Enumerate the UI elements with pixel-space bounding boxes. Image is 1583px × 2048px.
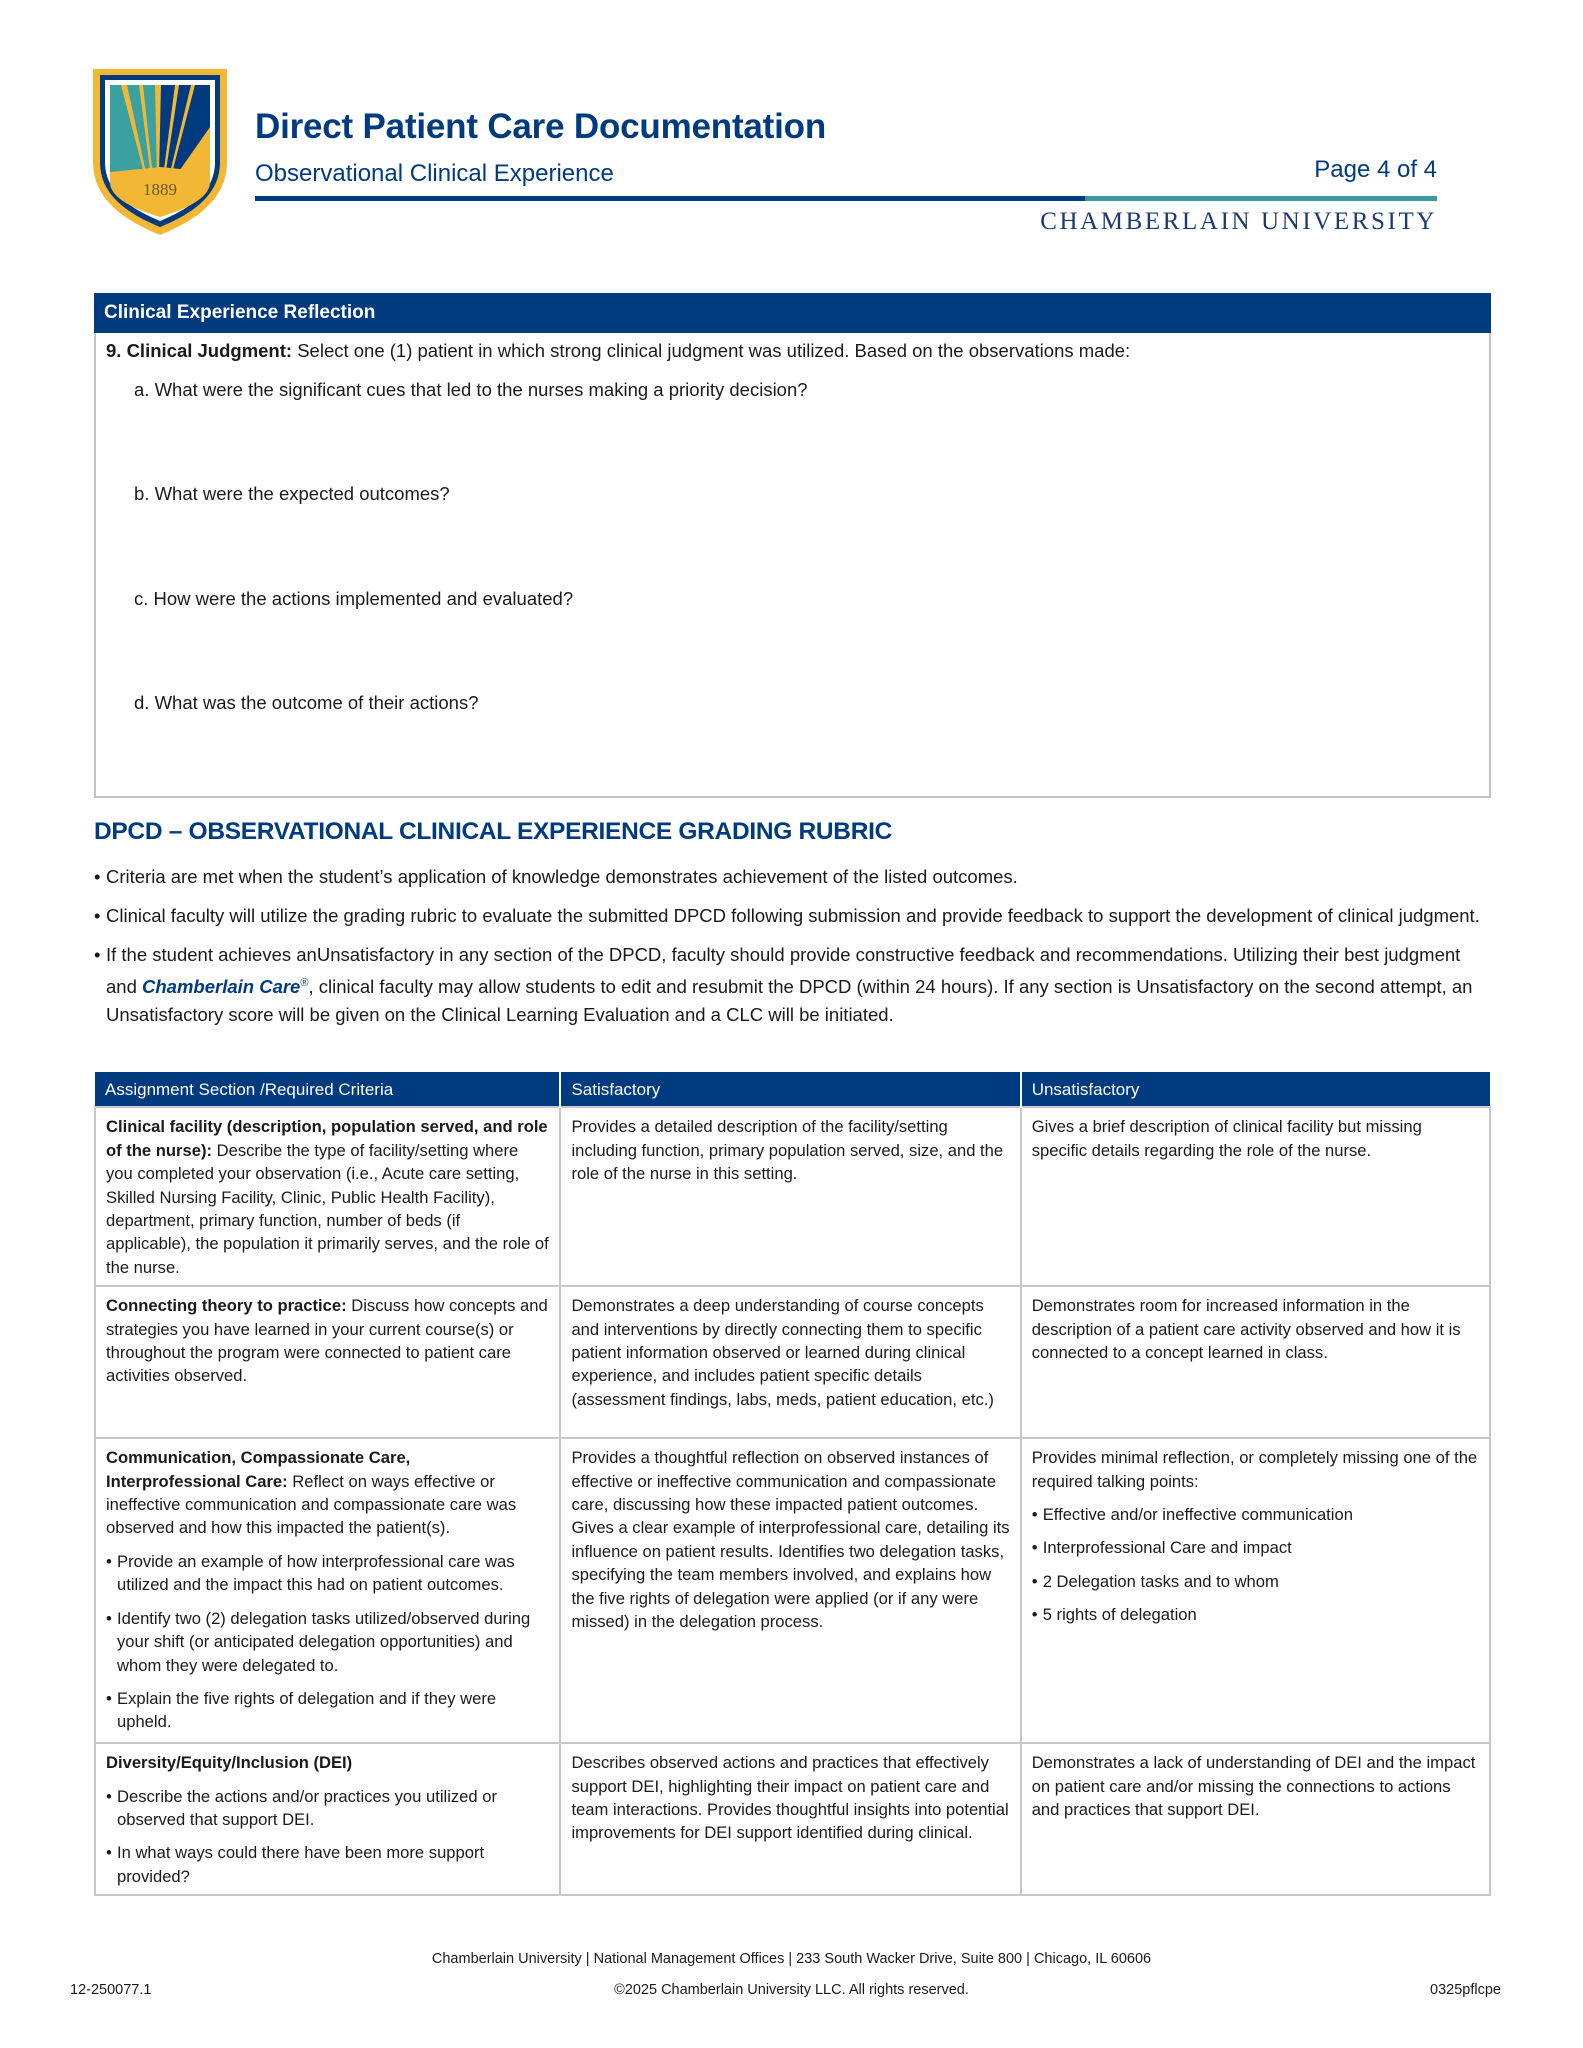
- satisfactory-cell: Provides a thoughtful reflection on observed instances of effective or ineffective communication and compassionate care, discussing how these impacted patient outcomes. Gives a clear example of interprofessional care, detailing its influence on patient results. Identifies two delegation tasks, specifying the team members involved, and explains how the five rights of delegation were applied (or if any were missed) in the delegation process.: [560, 1438, 1020, 1743]
- instruction-bullet: • Criteria are met when the student’s application of knowledge demonstrates achievement of the listed outcomes.: [94, 863, 1494, 891]
- logo-year: 1889: [143, 180, 177, 199]
- column-header-criteria: Assignment Section /Required Criteria: [95, 1072, 560, 1107]
- table-row: [95, 1286, 1490, 1438]
- table-row: [95, 1743, 1490, 1895]
- unsatisfactory-cell: Gives a brief description of clinical facility but missing specific details regarding the role of the nurse.: [1021, 1107, 1490, 1286]
- university-wordmark: CHAMBERLAIN UNIVERSITY: [1040, 208, 1437, 235]
- sub-question-b: b. What were the expected outcomes?: [134, 483, 450, 504]
- page-number: Page 4 of 4: [1314, 156, 1437, 183]
- clinical-reflection-section: [94, 293, 1491, 798]
- chamberlain-shield-icon: [91, 67, 229, 237]
- criteria-text: Reflect on ways effective or ineffective communication and compassionate care was observed and how this impacted the patient(s).: [106, 1471, 517, 1538]
- column-header-unsatisfactory: Unsatisfactory: [1021, 1072, 1490, 1107]
- footer-address: Chamberlain University | National Management Offices | 233 South Wacker Drive, Suite 800 | Chicago, IL 60606: [431, 1951, 1152, 1967]
- criteria-cell: [95, 1107, 560, 1286]
- header-rule-teal: [1085, 196, 1437, 201]
- satisfactory-cell: Describes observed actions and practices that effectively support DEI, highlighting their impact on patient care and team interactions. Provides thoughtful insights into potential improvements for DEI support identified during clinical.: [560, 1743, 1020, 1895]
- question-label: 9. Clinical Judgment:: [106, 340, 293, 361]
- bullet-text: If the student achieves anUnsatisfactory in any section of the DPCD, faculty should provide constructive feedback and recommendations. Utilizing their best judgment and: [106, 944, 1461, 998]
- criteria-bullet: • Identify two (2) delegation tasks utilized/observed during your shift (or anticipated delegation opportunities) and whom they were delegated to.: [106, 1607, 549, 1677]
- criteria-bullet: • Describe the actions and/or practices you utilized or observed that support DEI.: [106, 1785, 549, 1832]
- instruction-bullet: [94, 941, 1494, 1029]
- criteria-text: Discuss how concepts and strategies you have learned in your current course(s) or throughout the program were connected to patient care activities observed.: [106, 1296, 548, 1386]
- criteria-title: Connecting theory to practice:: [106, 1296, 347, 1316]
- unsatisfactory-cell: Demonstrates room for increased information in the description of a patient care activity observed and how it is connected to a concept learned in class.: [1021, 1286, 1490, 1438]
- criteria-bullet: • Provide an example of how interprofessional care was utilized and the impact this had on patient outcomes.: [106, 1550, 549, 1597]
- rubric-instructions: [94, 863, 1494, 1040]
- criteria-title: Communication, Compassionate Care, Interprofessional Care:: [106, 1448, 411, 1491]
- question-text: Select one (1) patient in which strong clinical judgment was utilized. Based on the observations made:: [292, 340, 1131, 361]
- criteria-bullet: • In what ways could there have been more support provided?: [106, 1841, 549, 1888]
- unsatisfactory-text: Provides minimal reflection, or completely missing one of the required talking points:: [1031, 1448, 1478, 1491]
- table-row: [95, 1107, 1490, 1286]
- unsatisfactory-cell: [1021, 1438, 1490, 1743]
- unsatisfactory-bullet: • 5 rights of delegation: [1032, 1603, 1479, 1626]
- section-heading: Clinical Experience Reflection: [94, 293, 1491, 333]
- criteria-text: Describe the type of facility/setting where you completed your observation (i.e., Acute care setting, Skilled Nursing Facility, Clinic, Public Health Facility), department, primary function, number of beds (if applicable), the population it primarily serves, and the role of the nurse.: [106, 1140, 549, 1277]
- criteria-title: Diversity/Equity/Inclusion (DEI): [106, 1753, 353, 1773]
- table-row: [95, 1438, 1490, 1743]
- question-9: [106, 340, 1130, 362]
- footer-copyright: ©2025 Chamberlain University LLC. All rights reserved.: [614, 1982, 969, 1998]
- unsatisfactory-cell: Demonstrates a lack of understanding of DEI and the impact on patient care and/or missing the connections to actions and practices that support DEI.: [1021, 1743, 1490, 1895]
- unsatisfactory-bullet: • 2 Delegation tasks and to whom: [1032, 1570, 1479, 1593]
- document-subtitle: Observational Clinical Experience: [255, 160, 614, 187]
- sub-question-c: c. How were the actions implemented and evaluated?: [134, 588, 574, 609]
- unsatisfactory-bullet: • Interprofessional Care and impact: [1032, 1536, 1479, 1559]
- sub-question-a: a. What were the significant cues that led to the nurses making a priority decision?: [134, 379, 808, 400]
- criteria-cell: [95, 1286, 560, 1438]
- instruction-bullet: • Clinical faculty will utilize the grading rubric to evaluate the submitted DPCD following submission and provide feedback to support the development of clinical judgment.: [94, 902, 1494, 930]
- bullet-text: , clinical faculty may allow students to edit and resubmit the DPCD (within 24 hours). If any section is Unsatisfactory on the second attempt, an Unsatisfactory score will be given on the Clinical Learning Evaluation and a CLC will be initiated.: [106, 976, 1473, 1026]
- sub-question-d: d. What was the outcome of their actions?: [134, 692, 479, 713]
- header-rule-dark: [255, 196, 1085, 201]
- criteria-bullet: • Explain the five rights of delegation and if they were upheld.: [106, 1687, 549, 1734]
- grading-rubric-table: [94, 1072, 1491, 1896]
- footer-doc-id: 12-250077.1: [70, 1982, 152, 1998]
- document-title: Direct Patient Care Documentation: [255, 107, 827, 146]
- chamberlain-care-brand: Chamberlain Care: [142, 976, 301, 998]
- column-header-satisfactory: Satisfactory: [560, 1072, 1020, 1107]
- unsatisfactory-bullet: • Effective and/or ineffective communication: [1032, 1503, 1479, 1526]
- footer-code: 0325pflcpe: [1430, 1982, 1501, 1998]
- criteria-cell: [95, 1438, 560, 1743]
- satisfactory-cell: Provides a detailed description of the facility/setting including function, primary population served, size, and the role of the nurse in this setting.: [560, 1107, 1020, 1286]
- registered-mark: ®: [300, 977, 309, 989]
- rubric-title: DPCD – OBSERVATIONAL CLINICAL EXPERIENCE GRADING RUBRIC: [94, 818, 892, 845]
- satisfactory-cell: Demonstrates a deep understanding of course concepts and interventions by directly connecting them to specific patient information observed or learned during clinical experience, and includes patient specific details (assessment findings, labs, meds, patient education, etc.): [560, 1286, 1020, 1438]
- criteria-title: Clinical facility (description, population served, and role of the nurse):: [106, 1117, 548, 1160]
- criteria-cell: [95, 1743, 560, 1895]
- table-header-row: [95, 1072, 1490, 1107]
